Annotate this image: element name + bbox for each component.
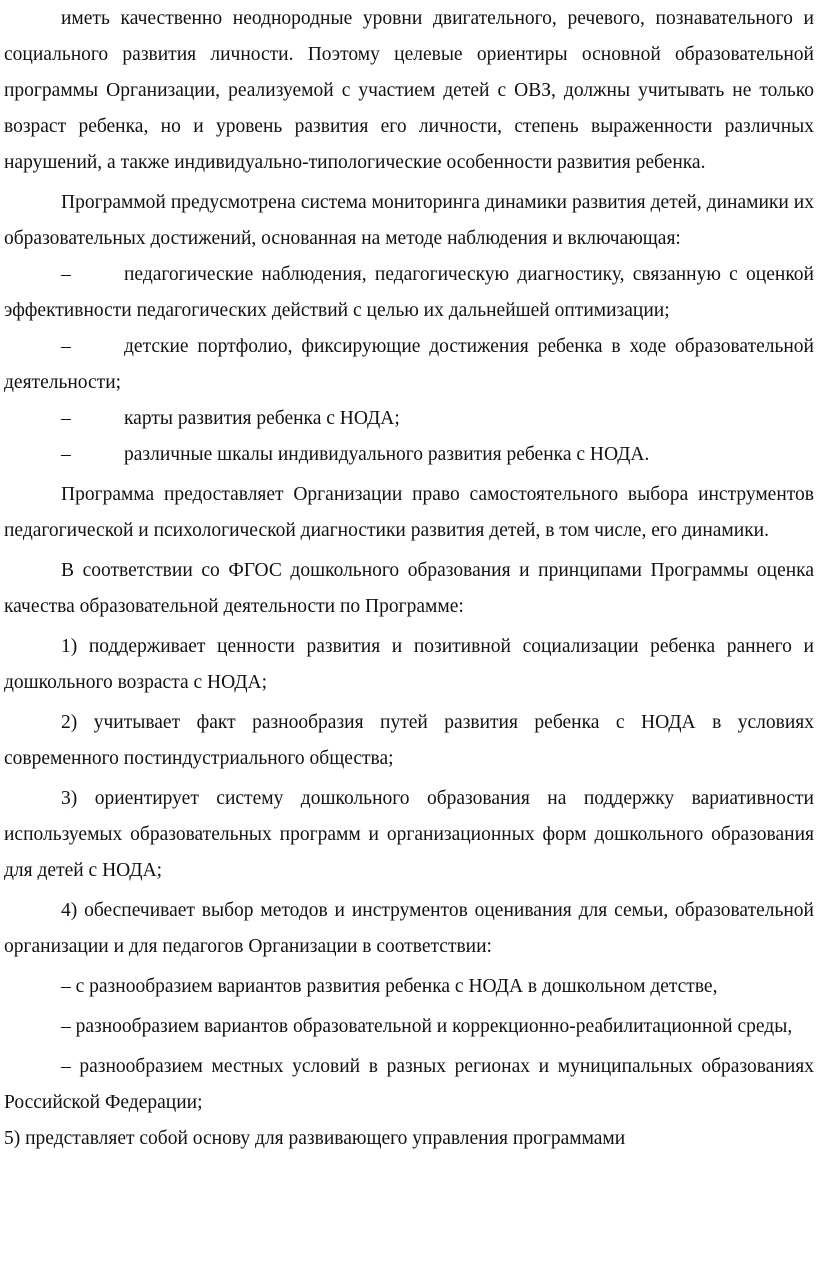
list-dash: –	[61, 408, 71, 429]
numbered-item-3: 3) ориентирует систему дошкольного образования на поддержку вариативности используемых образовательных программ и организационных форм дошкольного образования для детей с НОДА;	[4, 788, 814, 881]
sub-item-1: – с разнообразием вариантов развития ребенка с НОДА в дошкольном детстве,	[61, 976, 718, 997]
list-item-text: педагогические наблюдения, педагогическую диагностику, связанную с оценкой эффективности педагогических действий с целью их дальнейшей оптимизации;	[4, 264, 814, 321]
list-item	[4, 437, 814, 473]
numbered-item-5: 5) представляет собой основу для развивающего управления программами	[4, 1128, 626, 1149]
list-dash: –	[61, 264, 71, 285]
document-page	[4, 1, 814, 1157]
sub-item-2: – разнообразием вариантов образовательной и коррекционно-реабилитационной среды,	[61, 1016, 793, 1037]
list-item-text: карты развития ребенка с НОДА;	[124, 408, 400, 429]
paragraph-intro: иметь качественно неоднородные уровни двигательного, речевого, познавательного и социального развития личности. Поэтому целевые ориентиры основной образовательной программы Организации, реализуемой с участием детей с ОВЗ, должны учитывать не только возраст ребенка, но и уровень развития его личности, степень выраженности различных нарушений, а также индивидуально-типологические особенности развития ребенка.	[4, 8, 814, 173]
list-item-text: различные шкалы индивидуального развития ребенка с НОДА.	[124, 444, 650, 465]
sub-item-3: – разнообразием местных условий в разных регионах и муниципальных образованиях Российской Федерации;	[4, 1056, 814, 1113]
numbered-item-2: 2) учитывает факт разнообразия путей развития ребенка с НОДА в условиях современного постиндустриального общества;	[4, 712, 814, 769]
list-item	[4, 329, 814, 401]
list-item-text: детские портфолио, фиксирующие достижения ребенка в ходе образовательной деятельности;	[4, 336, 814, 393]
paragraph-program-right: Программа предоставляет Организации право самостоятельного выбора инструментов педагогической и психологической диагностики развития детей, в том числе, его динамики.	[4, 484, 814, 541]
paragraph-fgos: В соответствии со ФГОС дошкольного образования и принципами Программы оценка качества образовательной деятельности по Программе:	[4, 560, 814, 617]
paragraph-monitoring: Программой предусмотрена система мониторинга динамики развития детей, динамики их образовательных достижений, основанная на методе наблюдения и включающая:	[4, 192, 814, 249]
numbered-item-4: 4) обеспечивает выбор методов и инструментов оценивания для семьи, образовательной организации и для педагогов Организации в соответствии:	[4, 900, 814, 957]
list-item	[4, 401, 814, 437]
list-dash: –	[61, 336, 71, 357]
list-item	[4, 257, 814, 329]
numbered-item-1: 1) поддерживает ценности развития и позитивной социализации ребенка раннего и дошкольного возраста с НОДА;	[4, 636, 814, 693]
list-dash: –	[61, 444, 71, 465]
